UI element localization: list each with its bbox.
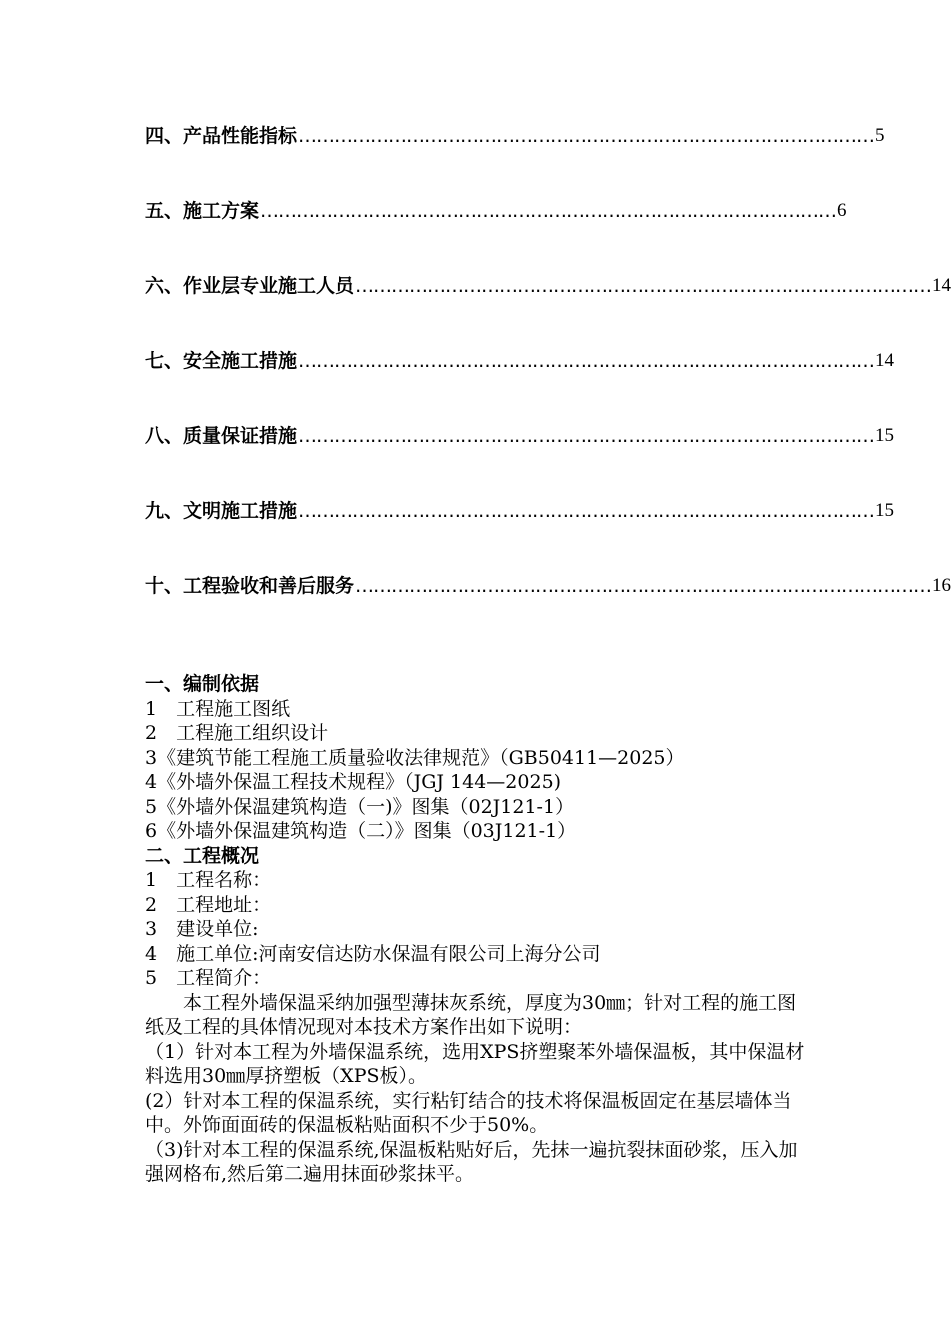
toc-leader: …………………………………………………………………………………… bbox=[298, 350, 875, 372]
overview-item: 1 工程名称： bbox=[145, 869, 272, 891]
toc-title: 四、产品性能指标 bbox=[145, 125, 298, 147]
toc-page-number: 15 bbox=[875, 500, 895, 521]
toc-entry-8[interactable] bbox=[145, 418, 895, 493]
table-of-contents bbox=[145, 118, 951, 643]
toc-title: 十、工程验收和善后服务 bbox=[145, 575, 355, 597]
project-intro-paragraph: 本工程外墙保温采纳加强型薄抹灰系统，厚度为30㎜；针对工程的施工图纸及工程的具体情况现对本技术方案作出如下说明： bbox=[145, 991, 797, 1038]
toc-page-number: 15 bbox=[875, 425, 895, 446]
toc-leader: …………………………………………………………………………………… bbox=[298, 500, 875, 522]
toc-entry-7[interactable] bbox=[145, 343, 895, 418]
section-heading-basis: 一、编制依据 bbox=[145, 673, 260, 695]
overview-item: 5 工程简介： bbox=[145, 967, 272, 989]
toc-entry-5[interactable] bbox=[145, 193, 847, 268]
toc-title: 八、质量保证措施 bbox=[145, 425, 298, 447]
toc-leader: …………………………………………………………………………………… bbox=[298, 425, 875, 447]
basis-item: 3《建筑节能工程施工质量验收法律规范》（GB50411—2025） bbox=[145, 746, 685, 769]
toc-title: 五、施工方案 bbox=[145, 200, 260, 222]
toc-leader: …………………………………………………………………………………… bbox=[355, 275, 932, 297]
document-body bbox=[145, 672, 815, 1187]
toc-title: 六、作业层专业施工人员 bbox=[145, 275, 355, 297]
overview-item: 3 建设单位: bbox=[145, 918, 259, 940]
toc-entry-4[interactable] bbox=[145, 118, 885, 193]
basis-item: 4《外墙外保温工程技术规程》（JGJ 144—2025) bbox=[145, 771, 562, 793]
toc-leader: …………………………………………………………………………………… bbox=[260, 200, 837, 222]
section-heading-overview: 二、工程概况 bbox=[145, 844, 260, 867]
basis-item: 2 工程施工组织设计 bbox=[145, 722, 329, 744]
toc-title: 七、安全施工措施 bbox=[145, 350, 298, 372]
toc-page-number: 14 bbox=[932, 275, 951, 296]
toc-page-number: 14 bbox=[875, 350, 895, 371]
toc-leader: …………………………………………………………………………………… bbox=[355, 575, 932, 597]
technical-point-2: (2）针对本工程的保温系统，实行粘钉结合的技术将保温板固定在基层墙体当中。外饰面面砖的保温板粘贴面积不少于50%。 bbox=[145, 1089, 792, 1136]
toc-leader: …………………………………………………………………………………… bbox=[298, 125, 875, 147]
technical-point-1: （1）针对本工程为外墙保温系统，选用XPS挤塑聚苯外墙保温板，其中保温材料选用30㎜厚挤塑板（XPS板）。 bbox=[145, 1040, 805, 1087]
toc-entry-6[interactable] bbox=[145, 268, 951, 343]
technical-point-3: （3)针对本工程的保温系统,保温板粘贴好后，先抹一遍抗裂抹面砂浆，压入加强网格布,然后第二遍用抹面砂浆抹平。 bbox=[145, 1138, 798, 1185]
overview-item: 4 施工单位:河南安信达防水保温有限公司上海分公司 bbox=[145, 942, 601, 965]
toc-entry-10[interactable] bbox=[145, 568, 951, 643]
overview-item: 2 工程地址： bbox=[145, 893, 272, 916]
basis-item: 1 工程施工图纸 bbox=[145, 697, 291, 720]
toc-page-number: 16 bbox=[932, 575, 951, 596]
toc-entry-9[interactable] bbox=[145, 493, 895, 568]
basis-item: 5《外墙外保温建筑构造（一)》图集（02J121-1） bbox=[145, 795, 575, 818]
toc-title: 九、文明施工措施 bbox=[145, 500, 298, 522]
toc-page-number: 6 bbox=[837, 200, 847, 221]
basis-item: 6《外墙外保温建筑构造（二）》图集（03J121-1） bbox=[145, 820, 577, 842]
toc-page-number: 5 bbox=[875, 125, 885, 146]
